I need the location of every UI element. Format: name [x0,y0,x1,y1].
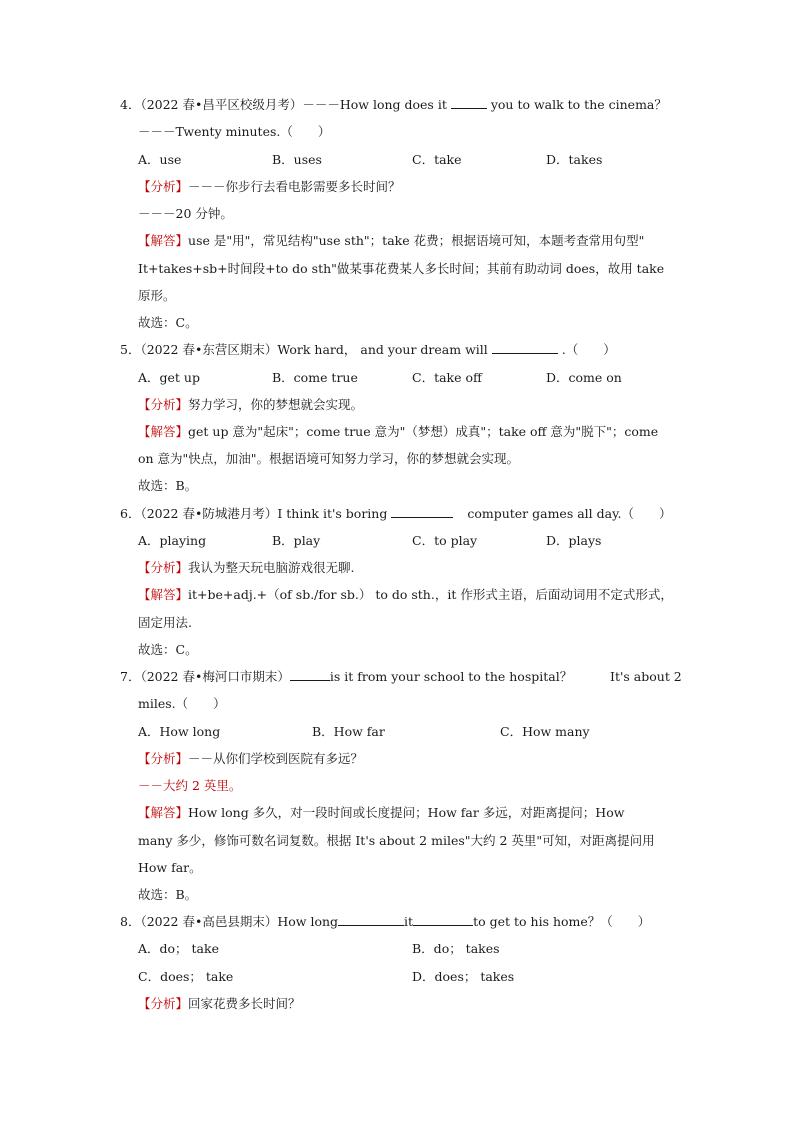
option-b: B．do； takes [412,941,500,956]
answer-explanation-line: It+takes+sb+时间段+to do sth"做某事花费某人多长时间；其前有助动词 does，故用 take [138,261,665,276]
analysis: 【分析】我认为整天玩电脑游戏很无聊. [138,560,355,575]
option-b: B．come true [272,370,358,385]
question-5-stem: 5．（2022 春•东营区期末）Work hard， and your dream will .（ ） [120,342,616,357]
answer-explanation: 【解答】get up 意为"起床"；come true 意为"（梦想）成真"；take off 意为"脱下"；come [138,424,659,439]
option-b: B．uses [272,152,322,167]
option-b: B．How far [312,724,385,739]
answer-explanation-line: 固定用法. [138,615,192,630]
answer-blank [492,341,558,354]
final-choice: 故选：B。 [138,478,198,493]
final-choice: 故选：C。 [138,315,198,330]
option-c: C．does； take [138,969,234,984]
option-c: C．take [412,152,462,167]
question-7-reply-cont: miles.（ ） [138,696,226,711]
analysis: 【分析】努力学习，你的梦想就会实现。 [138,397,364,412]
option-d: D．plays [546,533,602,548]
question-4-reply: －－－Twenty minutes.（ ） [138,124,331,139]
option-b: B．play [272,533,321,548]
option-d: D．come on [546,370,622,385]
option-a: A．use [138,152,182,167]
option-c: C．to play [412,533,478,548]
question-7-stem: 7．（2022 春•梅河口市期末） is it from your school to the hospital？ [120,669,573,684]
option-d: D．does； takes [412,969,515,984]
question-6-stem: 6．（2022 春•防城港月考）I think it's boring computer games all day.（ ） [120,506,672,521]
answer-explanation-line: many 多少，修饰可数名词复数。根据 It's about 2 miles"大约 2 英里"可知，对距离提问用 [138,833,655,848]
answer-explanation-line: How far。 [138,860,202,875]
answer-explanation-line: on 意为"快点，加油"。根据语境可知努力学习，你的梦想就会实现。 [138,451,520,466]
answer-blank [451,96,487,109]
analysis-line: －－－20 分钟。 [138,206,233,221]
analysis: 【分析】－－从你们学校到医院有多远？ [138,751,364,766]
option-a: A．get up [138,370,200,385]
option-c: C．How many [500,724,590,739]
final-choice: 故选：B。 [138,887,198,902]
question-8-stem: 8．（2022 春•高邑县期末）How long it to get to his home？（ ） [120,914,651,929]
answer-explanation: 【解答】it+be+adj.+（of sb./for sb.） to do sth.，it 作形式主语，后面动词用不定式形式， [138,587,673,602]
option-a: A．playing [138,533,207,548]
analysis: 【分析】回家花费多长时间？ [138,996,301,1011]
answer-blank [391,505,453,518]
answer-explanation: 【解答】How long 多久，对一段时间或长度提问；How far 多远，对距离提问；How [138,805,625,820]
answer-blank [413,913,473,926]
answer-blank [338,913,404,926]
question-7-reply: It's about 2 [610,669,682,684]
option-a: A．do； take [138,941,219,956]
answer-blank [290,668,330,681]
option-c: C．take off [412,370,482,385]
analysis-line: －－大约 2 英里。 [138,778,242,793]
analysis: 【分析】－－－你步行去看电影需要多长时间？ [138,179,401,194]
answer-explanation-line: 原形。 [138,288,176,303]
option-d: D．takes [546,152,603,167]
final-choice: 故选：C。 [138,642,198,657]
question-4-stem: 4．（2022 春•昌平区校级月考）－－－How long does it you to walk to the cinema？ [120,97,667,112]
answer-explanation: 【解答】use 是"用"，常见结构"use sth"；take 花费；根据语境可知，本题考查常用句型" [138,233,645,248]
option-a: A．How long [138,724,221,739]
